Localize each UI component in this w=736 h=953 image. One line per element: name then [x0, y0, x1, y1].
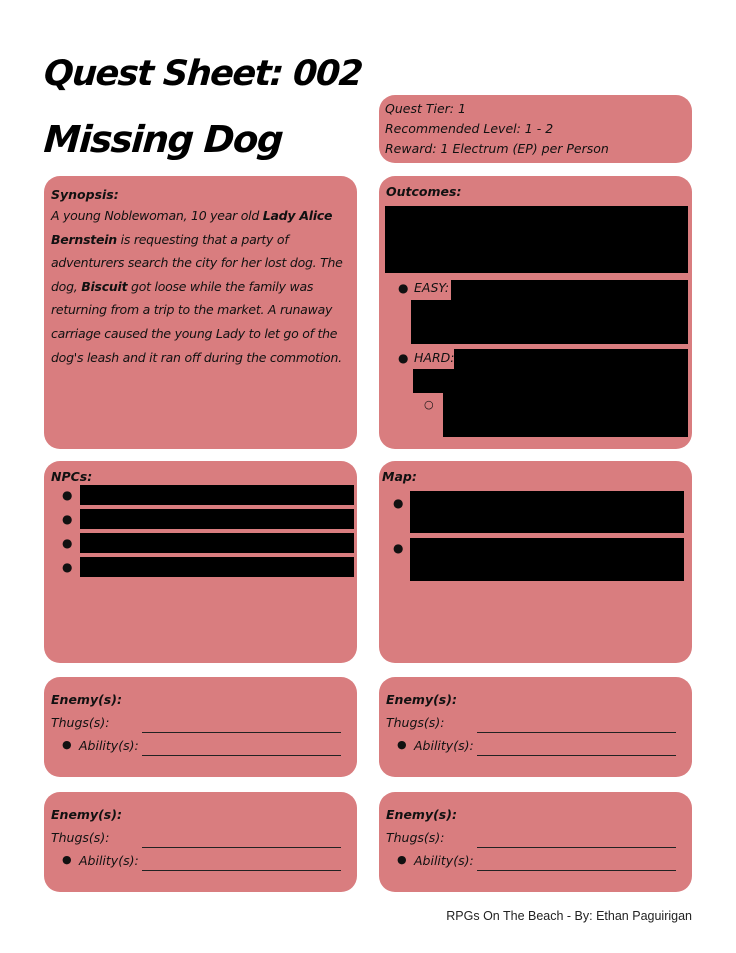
bullet-dot: ●	[62, 853, 72, 866]
redacted-block	[80, 509, 354, 529]
bullet-dot: ●	[393, 496, 404, 510]
quest-sheet-title: Quest Sheet: 002	[42, 54, 364, 94]
synopsis-text-part: got loose while the family was returning from a trip to the market. A runaway carriage caused the young Lady to let go of the dog's leash and it ran off during the commotion.	[51, 278, 342, 365]
enemy-heading: Enemy(s):	[51, 692, 122, 707]
redacted-block	[80, 533, 354, 553]
redacted-block	[454, 349, 688, 369]
enemy-heading: Enemy(s):	[51, 807, 122, 822]
sub-bullet-circle: ○	[424, 398, 434, 411]
npcs-heading: NPCs:	[51, 469, 93, 484]
bullet-dot: ●	[62, 738, 72, 751]
npcs-card	[44, 461, 357, 663]
ability-blank-line	[142, 870, 341, 871]
redacted-block	[451, 280, 688, 300]
npc-name-lady: Lady Alice Bernstein	[51, 208, 333, 247]
bullet-dot: ●	[398, 351, 409, 365]
recommended-level: Recommended Level: 1 - 2	[385, 121, 554, 136]
redacted-block	[410, 491, 684, 533]
quest-info-card	[379, 95, 692, 163]
bullet-dot: ●	[397, 853, 407, 866]
ability-blank-line	[142, 755, 341, 756]
easy-outcome-label: EASY:	[414, 280, 450, 295]
synopsis-text-part: A young Noblewoman, 10 year old	[51, 208, 263, 223]
hard-outcome-label: HARD:	[414, 350, 455, 365]
ability-label: Ability(s):	[414, 738, 474, 753]
bullet-dot: ●	[398, 281, 409, 295]
dog-name: Biscuit	[81, 278, 128, 294]
enemy-card	[44, 677, 357, 777]
quest-reward: Reward: 1 Electrum (EP) per Person	[385, 141, 609, 156]
redacted-block	[443, 393, 688, 437]
synopsis-text	[51, 204, 350, 369]
redacted-block	[411, 300, 688, 344]
enemy-heading: Enemy(s):	[386, 807, 457, 822]
footer-credit: RPGs On The Beach - By: Ethan Paguirigan	[446, 909, 692, 923]
thugs-blank-line	[142, 847, 341, 848]
map-heading: Map:	[382, 469, 417, 484]
quest-tier: Quest Tier: 1	[385, 101, 466, 116]
thugs-blank-line	[142, 732, 341, 733]
enemy-card	[44, 792, 357, 892]
bullet-dot: ●	[393, 541, 404, 555]
ability-label: Ability(s):	[79, 738, 139, 753]
redacted-block	[410, 538, 684, 581]
thugs-label: Thugs(s):	[51, 715, 110, 730]
thugs-blank-line	[477, 847, 676, 848]
redacted-block	[413, 369, 688, 393]
ability-label: Ability(s):	[79, 853, 139, 868]
bullet-dot: ●	[62, 512, 73, 526]
bullet-dot: ●	[397, 738, 407, 751]
thugs-label: Thugs(s):	[51, 830, 110, 845]
synopsis-text-part: is requesting that a party of adventurers search the city for her lost dog. The dog,	[51, 231, 343, 294]
bullet-dot: ●	[62, 560, 73, 574]
ability-blank-line	[477, 870, 676, 871]
bullet-dot: ●	[62, 488, 73, 502]
quest-name: Missing Dog	[42, 118, 284, 161]
bullet-dot: ●	[62, 536, 73, 550]
redacted-block	[80, 485, 354, 505]
thugs-label: Thugs(s):	[386, 715, 445, 730]
enemy-heading: Enemy(s):	[386, 692, 457, 707]
map-card	[379, 461, 692, 663]
synopsis-heading: Synopsis:	[51, 187, 119, 202]
outcomes-heading: Outcomes:	[386, 184, 462, 199]
enemy-card	[379, 792, 692, 892]
outcomes-card	[379, 176, 692, 449]
redacted-block	[80, 557, 354, 577]
synopsis-card	[44, 176, 357, 449]
thugs-label: Thugs(s):	[386, 830, 445, 845]
enemy-card	[379, 677, 692, 777]
ability-blank-line	[477, 755, 676, 756]
ability-label: Ability(s):	[414, 853, 474, 868]
thugs-blank-line	[477, 732, 676, 733]
redacted-block	[385, 206, 688, 273]
